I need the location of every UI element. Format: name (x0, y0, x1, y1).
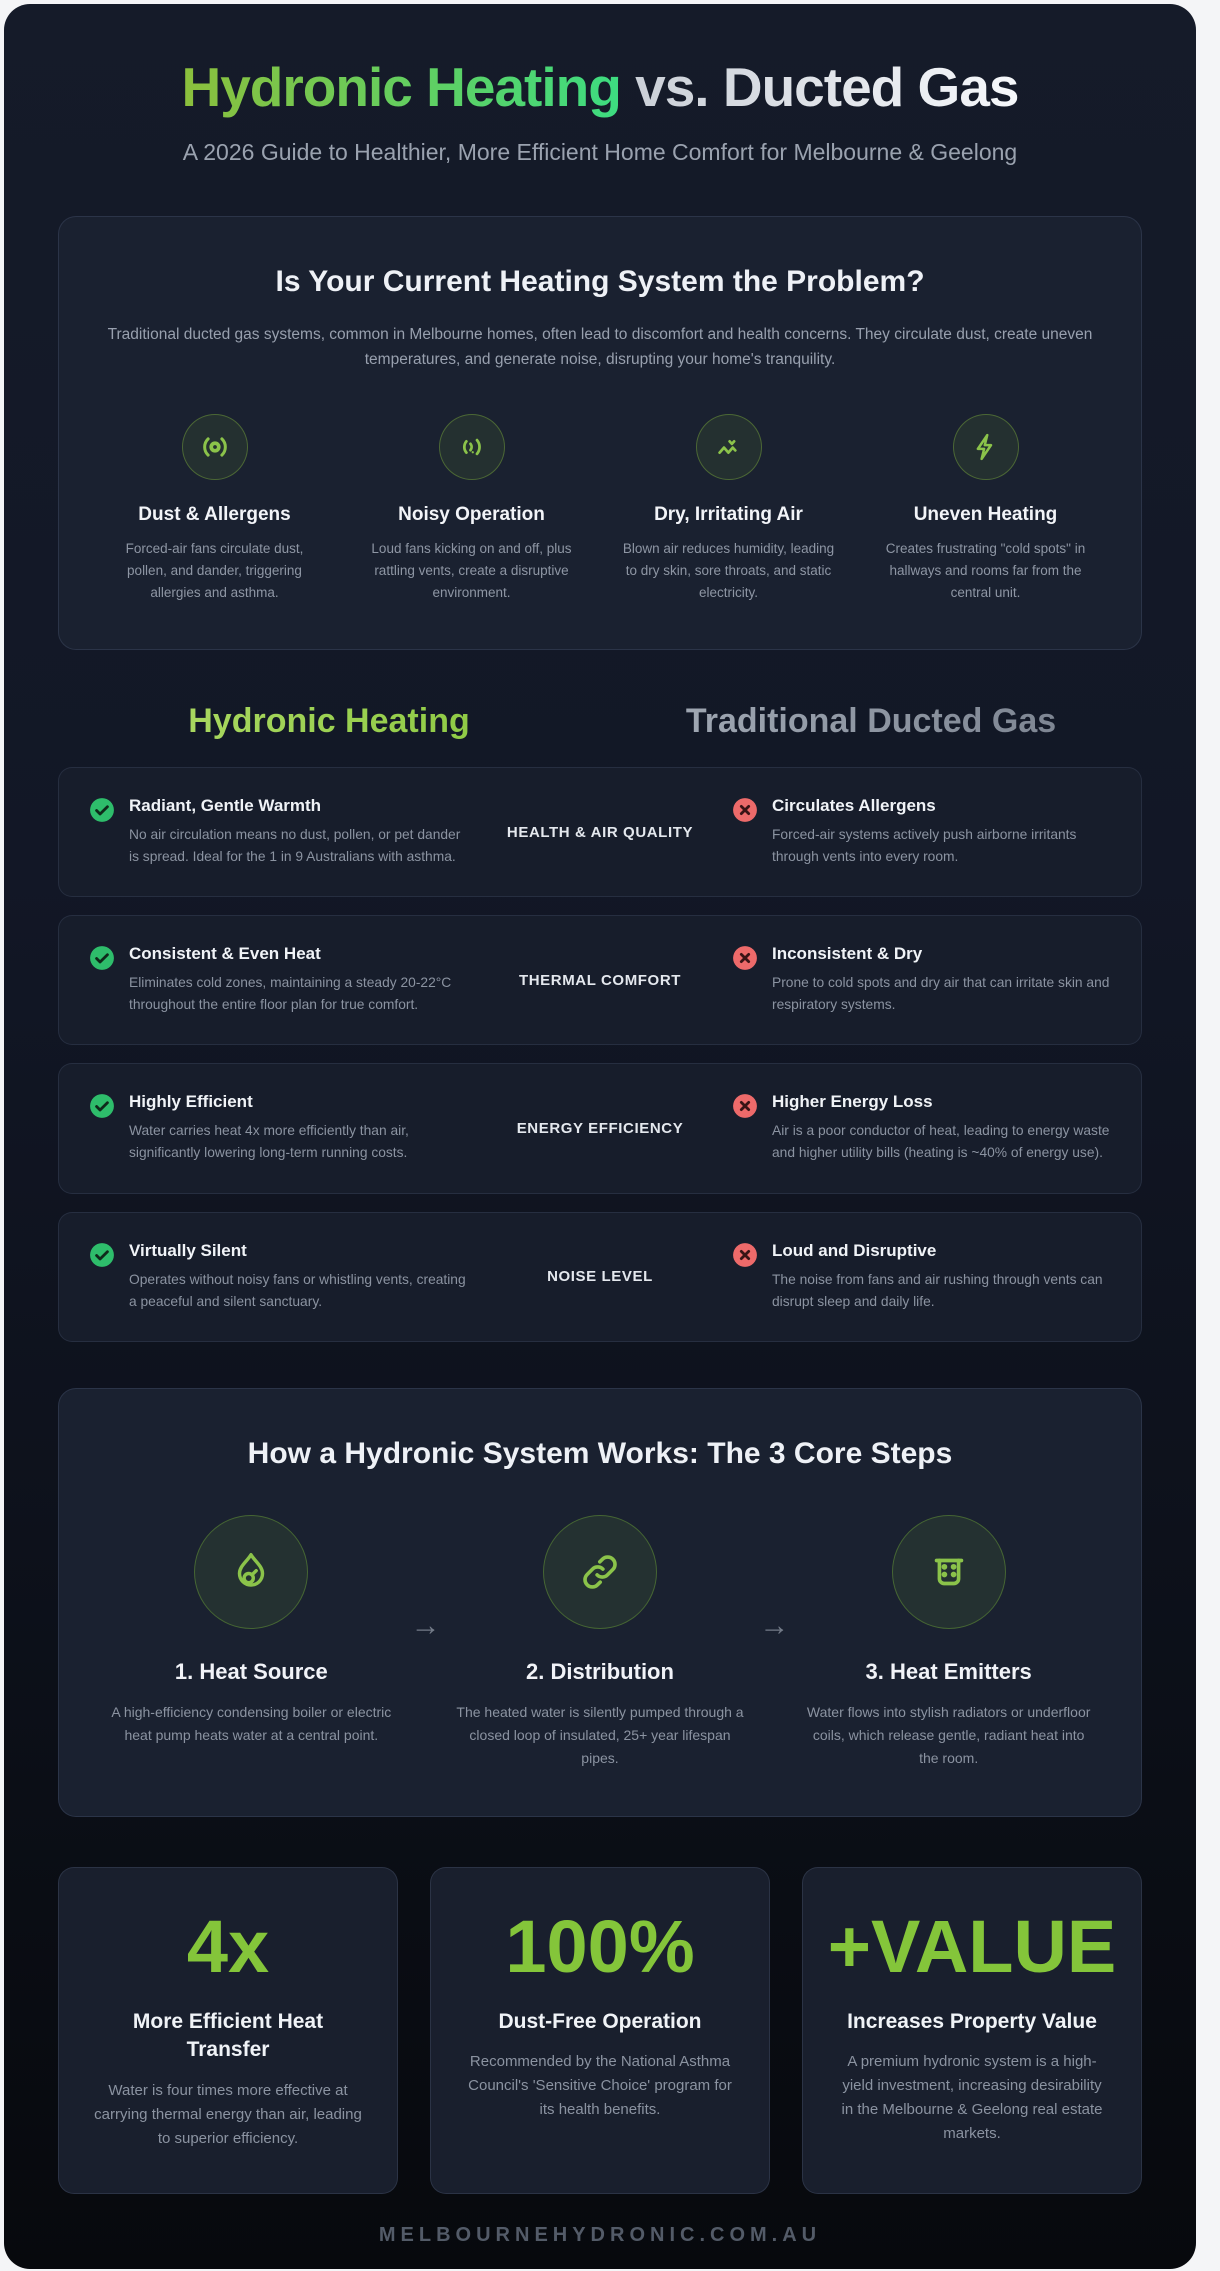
how-it-works-grid (99, 1515, 1101, 1770)
stats-row (58, 1867, 1142, 2194)
stat-value: +VALUE (827, 1904, 1117, 1988)
allergen-icon (182, 414, 248, 480)
how-it-works-panel (58, 1388, 1142, 1817)
step-heat-emitters (796, 1515, 1101, 1770)
stat-card-property-value (802, 1867, 1142, 2194)
how-it-works-title: How a Hydronic System Works: The 3 Core Steps (247, 1436, 953, 1470)
comparison-row-health (58, 767, 1142, 897)
problem-item-title: Dry, Irritating Air (654, 504, 803, 526)
cross-icon (732, 1093, 758, 1119)
step-title: 2. Distribution (526, 1658, 674, 1684)
step-text: The heated water is silently pumped through a closed loop of insulated, 25+ year lifespan pipes. (456, 1703, 744, 1766)
footer-website: MELBOURNEHYDRONIC.COM.AU (378, 2223, 822, 2246)
stat-text: Water is four times more effective at carrying thermal energy than air, leading to superior efficiency. (94, 2081, 362, 2147)
con-text: Prone to cold spots and dry air that can irritate skin and respiratory systems. (772, 975, 1110, 1013)
problem-item-text: Blown air reduces humidity, leading to dry skin, sore throats, and static electricity. (622, 541, 835, 600)
page-subtitle: A 2026 Guide to Healthier, More Efficient Home Comfort for Melbourne & Geelong (182, 139, 1018, 166)
check-icon (89, 1093, 115, 1119)
problem-item-title: Noisy Operation (398, 504, 545, 526)
stat-card-efficiency (58, 1867, 398, 2194)
comparison-pro (89, 944, 468, 1016)
cross-icon (732, 945, 758, 971)
comparison-con (732, 1092, 1111, 1164)
step-heat-source (99, 1515, 404, 1770)
check-icon (89, 945, 115, 971)
problem-panel (58, 216, 1142, 650)
stat-value: 100% (505, 1904, 695, 1988)
stat-text: Recommended by the National Asthma Council's 'Sensitive Choice' program for its health benefits. (468, 2053, 732, 2119)
infographic-container (4, 4, 1196, 2269)
comparison-category: NOISE LEVEL (547, 1268, 653, 1286)
problem-item-text: Loud fans kicking on and off, plus rattling vents, create a disruptive environment. (371, 541, 572, 600)
comparison-header-hydronic: Hydronic Heating (58, 702, 600, 741)
infographic-page (0, 4, 1220, 2269)
con-text: Air is a poor conductor of heat, leading to energy waste and higher utility bills (heating is ~40% of energy use). (772, 1123, 1110, 1161)
problem-item-noise (356, 414, 587, 603)
pro-text: No air circulation means no dust, pollen, or pet dander is spread. Ideal for the 1 in 9 Australians with asthma. (129, 827, 461, 865)
radiator-icon (892, 1515, 1006, 1629)
comparison-category: THERMAL COMFORT (518, 971, 682, 989)
comparison-pro (89, 796, 468, 868)
problem-grid (99, 414, 1101, 603)
stat-text: A premium hydronic system is a high-yield investment, increasing desirability in the Melbourne & Geelong real estate markets. (841, 2053, 1103, 2143)
con-text: Forced-air systems actively push airborne irritants through vents into every room. (772, 827, 1077, 865)
step-text: Water flows into stylish radiators or underfloor coils, which release gentle, radiant heat into the room. (806, 1703, 1091, 1766)
pro-text: Water carries heat 4x more efficiently than air, significantly lowering long-term running costs. (129, 1123, 409, 1161)
problem-item-title: Uneven Heating (913, 504, 1058, 526)
cross-icon (732, 1242, 758, 1268)
comparison-con (732, 1241, 1111, 1313)
con-title: Circulates Allergens (772, 796, 936, 816)
arrow-right-icon: → (759, 1608, 790, 1642)
pro-title: Radiant, Gentle Warmth (129, 796, 322, 816)
con-title: Inconsistent & Dry (772, 944, 923, 964)
stat-title: More Efficient Heat Transfer (132, 2009, 324, 2062)
pro-title: Virtually Silent (129, 1240, 247, 1260)
step-title: 1. Heat Source (174, 1658, 328, 1684)
comparison-category: ENERGY EFFICIENCY (516, 1119, 684, 1137)
problem-item-title: Dust & Allergens (138, 504, 291, 526)
check-icon (89, 1242, 115, 1268)
problem-item-dust (99, 414, 330, 603)
comparison-row-noise (58, 1212, 1142, 1342)
pro-title: Highly Efficient (129, 1092, 253, 1112)
con-title: Higher Energy Loss (772, 1092, 933, 1112)
pro-text: Operates without noisy fans or whistling vents, creating a peaceful and silent sanctuary. (129, 1271, 466, 1309)
dry-wind-icon (696, 414, 762, 480)
comparison-con (732, 796, 1111, 868)
stat-card-dust-free (430, 1867, 770, 2194)
problem-item-uneven (870, 414, 1101, 603)
con-text: The noise from fans and air rushing through vents can disrupt sleep and daily life. (772, 1271, 1103, 1309)
cross-icon (732, 797, 758, 823)
pro-title: Consistent & Even Heat (129, 944, 321, 964)
comparison-headers (58, 702, 1142, 741)
stat-title: Dust-Free Operation (498, 2009, 702, 2033)
page-title-rest: vs. Ducted Gas (620, 56, 1019, 118)
comparison-pro (89, 1092, 468, 1164)
step-title: 3. Heat Emitters (865, 1658, 1032, 1684)
problem-item-text: Creates frustrating "cold spots" in hallways and rooms far from the central unit. (885, 541, 1086, 600)
comparison-pro (89, 1241, 468, 1313)
pro-text: Eliminates cold zones, maintaining a steady 20-22°C throughout the entire floor plan for true comfort. (129, 975, 452, 1013)
step-distribution (448, 1515, 753, 1770)
lightning-bolt-icon (953, 414, 1019, 480)
problem-item-dry-air (613, 414, 844, 603)
problem-item-text: Forced-air fans circulate dust, pollen, and dander, triggering allergies and asthma. (125, 541, 304, 600)
chain-link-icon (543, 1515, 657, 1629)
check-icon (89, 797, 115, 823)
flame-icon (194, 1515, 308, 1629)
problem-title: Is Your Current Heating System the Problem? (275, 264, 925, 298)
page-title-green: Hydronic Heating (181, 56, 621, 118)
con-title: Loud and Disruptive (772, 1240, 937, 1260)
sound-waves-icon (439, 414, 505, 480)
comparison-row-thermal (58, 915, 1142, 1045)
step-text: A high-efficiency condensing boiler or electric heat pump heats water at a central point. (111, 1703, 392, 1743)
comparison-header-ducted: Traditional Ducted Gas (600, 702, 1142, 741)
comparison-con (732, 944, 1111, 1016)
stat-value: 4x (186, 1904, 270, 1988)
comparison-category: HEALTH & AIR QUALITY (506, 823, 694, 841)
comparison-row-energy (58, 1063, 1142, 1193)
page-title (58, 56, 1142, 119)
problem-intro: Traditional ducted gas systems, common in Melbourne homes, often lead to discomfort and health concerns. They circulate dust, create uneven temperatures, and generate noise, disrupting your home's tranquility. (107, 325, 1093, 368)
stat-title: Increases Property Value (847, 2009, 1097, 2033)
arrow-right-icon: → (410, 1608, 441, 1642)
